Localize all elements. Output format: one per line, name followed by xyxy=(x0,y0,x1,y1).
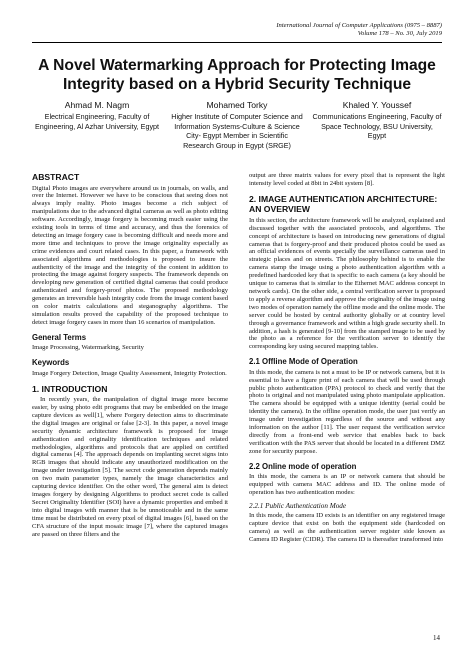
introduction-continued-text: output are three matrix values for every pixel that is represent the light intensity level coded at 8bit in 24bit system [8]. xyxy=(249,172,445,187)
right-column xyxy=(249,172,445,544)
introduction-heading: 1. INTRODUCTION xyxy=(32,383,108,394)
section-2-heading: 2. IMAGE AUTHENTICATION ARCHITECTURE: AN OVERVIEW xyxy=(249,193,438,215)
author-1 xyxy=(32,100,162,131)
volume-info: Volume 178 – No. 30, July 2019 xyxy=(357,30,442,38)
general-terms-text: Image Processing, Watermarking, Security xyxy=(32,344,144,352)
author-name: Ahmad M. Nagm xyxy=(64,100,130,110)
page-number: 14 xyxy=(433,634,440,642)
section-2-2-1-heading: 2.2.1 Public Authentication Mode xyxy=(249,501,347,510)
general-terms-heading: General Terms xyxy=(32,332,87,342)
section-2-2-1-text: In this mode, the camera ID exists is an identifier on any registered image capture device that exist on both the equipment side (hardcoded on camera) as well as the authentication server register side known as Camera ID Register (CIDR). The camera ID is thereafter transformed into xyxy=(249,511,445,543)
introduction-text: In recently years, the manipulation of digital image more become easier, by using photo edit programs that may be embedded on the image capture devices as well[1], where Forgery detection aims to discriminate the digital images are original or false [2-3]. In this paper, a novel image security dynamic architecture framework is proposed for image authentication and originality identification techniques and related methodologies, algorithms and protocols that are applied on certified digital cameras [4]. The approach depends on implanting secret signs into RGB images that should indicate any unauthorized modification on the image under investigation [5]. The secret code generation depends mainly on two main parameter types, namely the image characteristics and capturing device identifier. On the other word, The general aim is detect images forgery by designing Algorithms to product secret code is called Secret Originality Identifier (SOI) have a dynamic properties and embed it into digital images with manner that is be unnoticeable and in the same time must be distributed on every pixel of digital images [6], based on the CFA structure of the input mosaic image [7], where the captured images are passed on three filters and the xyxy=(32,396,228,538)
keywords-text: Image Forgery Detection, Image Quality Assessment, Integrity Protection. xyxy=(32,369,227,377)
section-2-text: In this section, the architecture framework will be analyzed, explained and discussed together with the associated protocols, and algorithms. The concept of architecture is based on introducing new generations of digital cameras that is forgery-proof and their produced photos could be used as an official evidences of events specially the surveillance cameras used in strategic places and on streets. The philosophy behind is to enable the camera stamp the image using a photo authentication algorithm with a predefined hardcoded key that is specific to each camera (a key should be unique to cameras that is similar to the Ethernet MAC address concept in network cards). On the other side, a central verification server is proposed to apply a reverse algorithm and approve the originality of the image using two modes of operation namely the offline mode and the online mode. The server could be hosted by central authority globally or at country level through a governance framework and within a high grade security shell. In addition, a hash is generated [9-10] from the stamped image to be used by the photo as a reference for the verification server to identify the corresponding key using secured mapping tables. xyxy=(249,216,445,351)
header-rule xyxy=(32,42,442,43)
section-2-1-heading: 2.1 Offline Mode of Operation xyxy=(249,357,358,367)
author-name: Khaled Y. Youssef xyxy=(342,100,412,110)
abstract-text: Digital Photo images are everywhere around us in journals, on walls, and over the Internet. However we have to be conscious that seeing does not always imply reality. Photo images become a rich subject of manipulations due to the advanced digital cameras as well as photo editing software. Accordingly, image forgery is becoming much easier using the existing tools in terms of time and accuracy, and thus the forensics of detecting an image forgery case is becoming difficult and needs more and more time and techniques to prove the image originality especially as crime evidences and court related cases. In this paper, a framework with associated algorithms and methodologies is proposed to insure the authenticity of the image and the integrity of the content in addition to protecting the image against forgery suspects. The framework depends on developing new generation of certified digital cameras that could produce authenticated and forgery-proof photos. The proposed methodology generates an irreversible hash integrity code from the image content based on color matrix calculations and steganography algorithms. The simulation results proved the capability of the proposed technique to detect image forgery cases in more than 16 scenarios of manipulation. xyxy=(32,184,228,326)
keywords-heading: Keywords xyxy=(32,358,70,368)
journal-header xyxy=(276,22,442,39)
section-2-2-heading: 2.2 Online mode of operation xyxy=(249,461,357,471)
abstract-heading: ABSTRACT xyxy=(32,172,80,182)
author-affiliation: Communications Engineering, Faculty of Space Technology, BSU University, Egypt xyxy=(312,112,442,140)
author-3 xyxy=(312,100,442,141)
journal-name: International Journal of Computer Applications (0975 – 8887) xyxy=(276,22,442,29)
author-name: Mohamed Torky xyxy=(206,100,268,110)
author-affiliation: Electrical Engineering, Faculty of Engineering, Al Azhar University, Egypt xyxy=(34,112,160,131)
author-2 xyxy=(170,100,304,150)
section-2-1-text: In this mode, the camera is not a must to be IP or network camera, but it is essential to have a figure print of each camera that will be used through public photo authentication (PPA) protocol to check and verify that the photo is original and not manipulated using photo manipulate application. The camera should be equipped with a unique identity (serial could be identity the camera). In the offline operation mode, the user just verify an image under investigation regardless of the source and without any information on the author [11]. The user request the verification service directly from a front-end web service that enables back to back verification with the PAS server that should be located in a different DMZ zone for security purpose. xyxy=(249,368,445,455)
section-2-2-text: In this mode, the camera is an IP or network camera that should be equipped with camera MAC address and ID. The online mode of operation has two authentication modes: xyxy=(249,473,445,496)
left-column xyxy=(32,172,228,538)
author-affiliation: Higher Institute of Computer Science and Information Systems-Culture & Science City- Egypt Member in Scientific Research Group in Egypt (SRGE) xyxy=(171,112,303,150)
paper-title: A Novel Watermarking Approach for Protecting Image Integrity based on a Hybrid Security Technique xyxy=(38,57,436,93)
